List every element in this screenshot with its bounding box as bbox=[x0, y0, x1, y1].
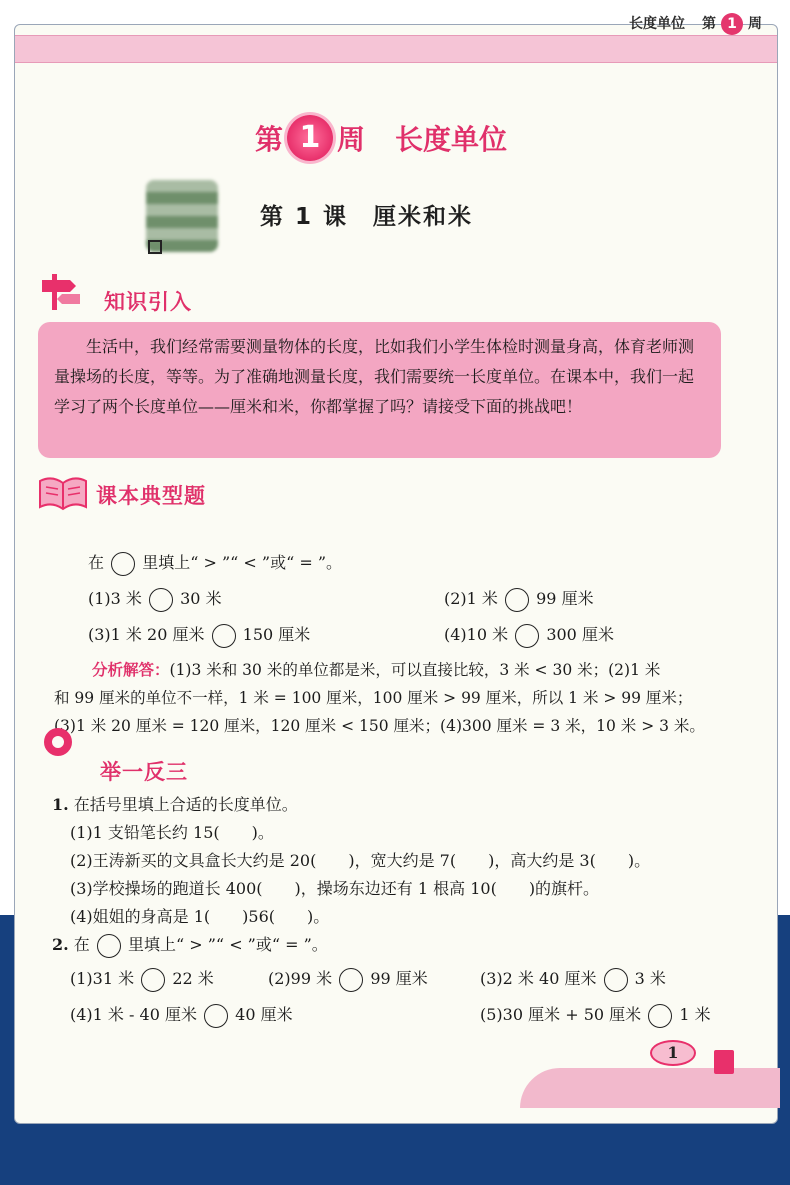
q1-line-1: (1)1 支铅笔长约 15( )。 bbox=[70, 823, 274, 842]
book-icon bbox=[38, 475, 88, 511]
week-title-topic: 长度单位 bbox=[395, 123, 508, 156]
practice-heading: 举一反三 bbox=[100, 760, 188, 784]
blank-circle-icon[interactable] bbox=[515, 624, 539, 648]
typical-heading: 课本典型题 bbox=[96, 484, 206, 508]
typical-item-3: (3)1 米 20 厘米 150 厘米 bbox=[88, 622, 310, 648]
week-number-burst-icon: 1 bbox=[287, 115, 333, 161]
signpost-icon bbox=[40, 272, 84, 312]
typical-prompt-after: 里填上“ > ”“ < ”或“ = ”。 bbox=[142, 553, 343, 572]
week-title-prefix: 第 bbox=[254, 123, 283, 156]
q1-line-2: (2)王涛新买的文具盒长大约是 20( )，宽大约是 7( )，高大约是 3( )。 bbox=[70, 851, 651, 870]
analysis-line-2: 和 99 厘米的单位不一样，1 米 = 100 厘米，100 厘米 > 99 厘米，所以 1 米 > 99 厘米； bbox=[54, 689, 693, 707]
blank-circle-icon[interactable] bbox=[141, 968, 165, 992]
page-number: 1 bbox=[650, 1040, 696, 1066]
blank-circle-icon[interactable] bbox=[149, 588, 173, 612]
intro-box bbox=[38, 322, 721, 458]
qr-corner-marker bbox=[148, 240, 162, 254]
typical-item-1: (1)3 米 30 米 bbox=[88, 586, 222, 612]
pencil-cup-icon bbox=[714, 1050, 734, 1074]
lesson-title: 第 1 课 厘米和米 bbox=[260, 204, 474, 230]
running-header bbox=[629, 11, 762, 37]
analysis-line-1: 分析解答：(1)3 米和 30 米的单位都是米，可以直接比较，3 米 < 30 米；(2)1 米 bbox=[92, 661, 661, 679]
q2-item-1: (1)31 米 22 米 bbox=[70, 966, 214, 992]
blank-circle-icon[interactable] bbox=[604, 968, 628, 992]
intro-text: 生活中，我们经常需要测量物体的长度，比如我们小学生体检时测量身高，体育老师测量操场的长度，等等。为了准确地测量长度，我们需要统一长度单位。在课本中，我们一起学习了两个长度单位——厘米和米，你都掌握了吗？请接受下面的挑战吧！ bbox=[54, 337, 695, 416]
analysis-line-3: (3)1 米 20 厘米 = 120 厘米，120 厘米 < 150 厘米；(4)300 厘米 = 3 米，10 米 > 3 米。 bbox=[54, 717, 705, 735]
week-title bbox=[0, 115, 762, 161]
typical-prompt bbox=[88, 550, 342, 576]
q1-line-3: (3)学校操场的跑道长 400( )，操场东边还有 1 根高 10( )的旗杆。 bbox=[70, 879, 600, 898]
footer-wave-decoration bbox=[520, 1068, 780, 1108]
blank-circle-icon[interactable] bbox=[212, 624, 236, 648]
blank-circle-icon[interactable] bbox=[648, 1004, 672, 1028]
header-week-number: 1 bbox=[721, 13, 743, 35]
header-band bbox=[15, 35, 777, 63]
header-topic: 长度单位 bbox=[629, 16, 685, 32]
q1-line-4: (4)姐姐的身高是 1( )56( )。 bbox=[70, 907, 330, 926]
q1-title: 1. 在括号里填上合适的长度单位。 bbox=[52, 795, 298, 814]
blank-circle-icon[interactable] bbox=[204, 1004, 228, 1028]
q2-item-5: (5)30 厘米 + 50 厘米 1 米 bbox=[480, 1002, 711, 1028]
ring-icon bbox=[44, 728, 72, 756]
intro-heading: 知识引入 bbox=[104, 290, 192, 314]
week-title-suffix: 周 bbox=[336, 123, 365, 156]
blank-circle-icon[interactable] bbox=[505, 588, 529, 612]
analysis-label: 分析解答： bbox=[92, 661, 170, 679]
blank-circle-icon[interactable] bbox=[97, 934, 121, 958]
header-week-prefix: 第 bbox=[702, 16, 716, 32]
typical-item-4: (4)10 米 300 厘米 bbox=[444, 622, 614, 648]
typical-item-2: (2)1 米 99 厘米 bbox=[444, 586, 594, 612]
header-week-suffix: 周 bbox=[748, 16, 762, 32]
blank-circle-icon[interactable] bbox=[339, 968, 363, 992]
q2-item-4: (4)1 米 - 40 厘米 40 厘米 bbox=[70, 1002, 293, 1028]
q2-item-3: (3)2 米 40 厘米 3 米 bbox=[480, 966, 666, 992]
q2-title: 2. 在 里填上“ > ”“ < ”或“ = ”。 bbox=[52, 932, 328, 958]
q2-item-2: (2)99 米 99 厘米 bbox=[268, 966, 428, 992]
typical-prompt-before: 在 bbox=[88, 553, 105, 572]
blank-circle-icon[interactable] bbox=[111, 552, 135, 576]
